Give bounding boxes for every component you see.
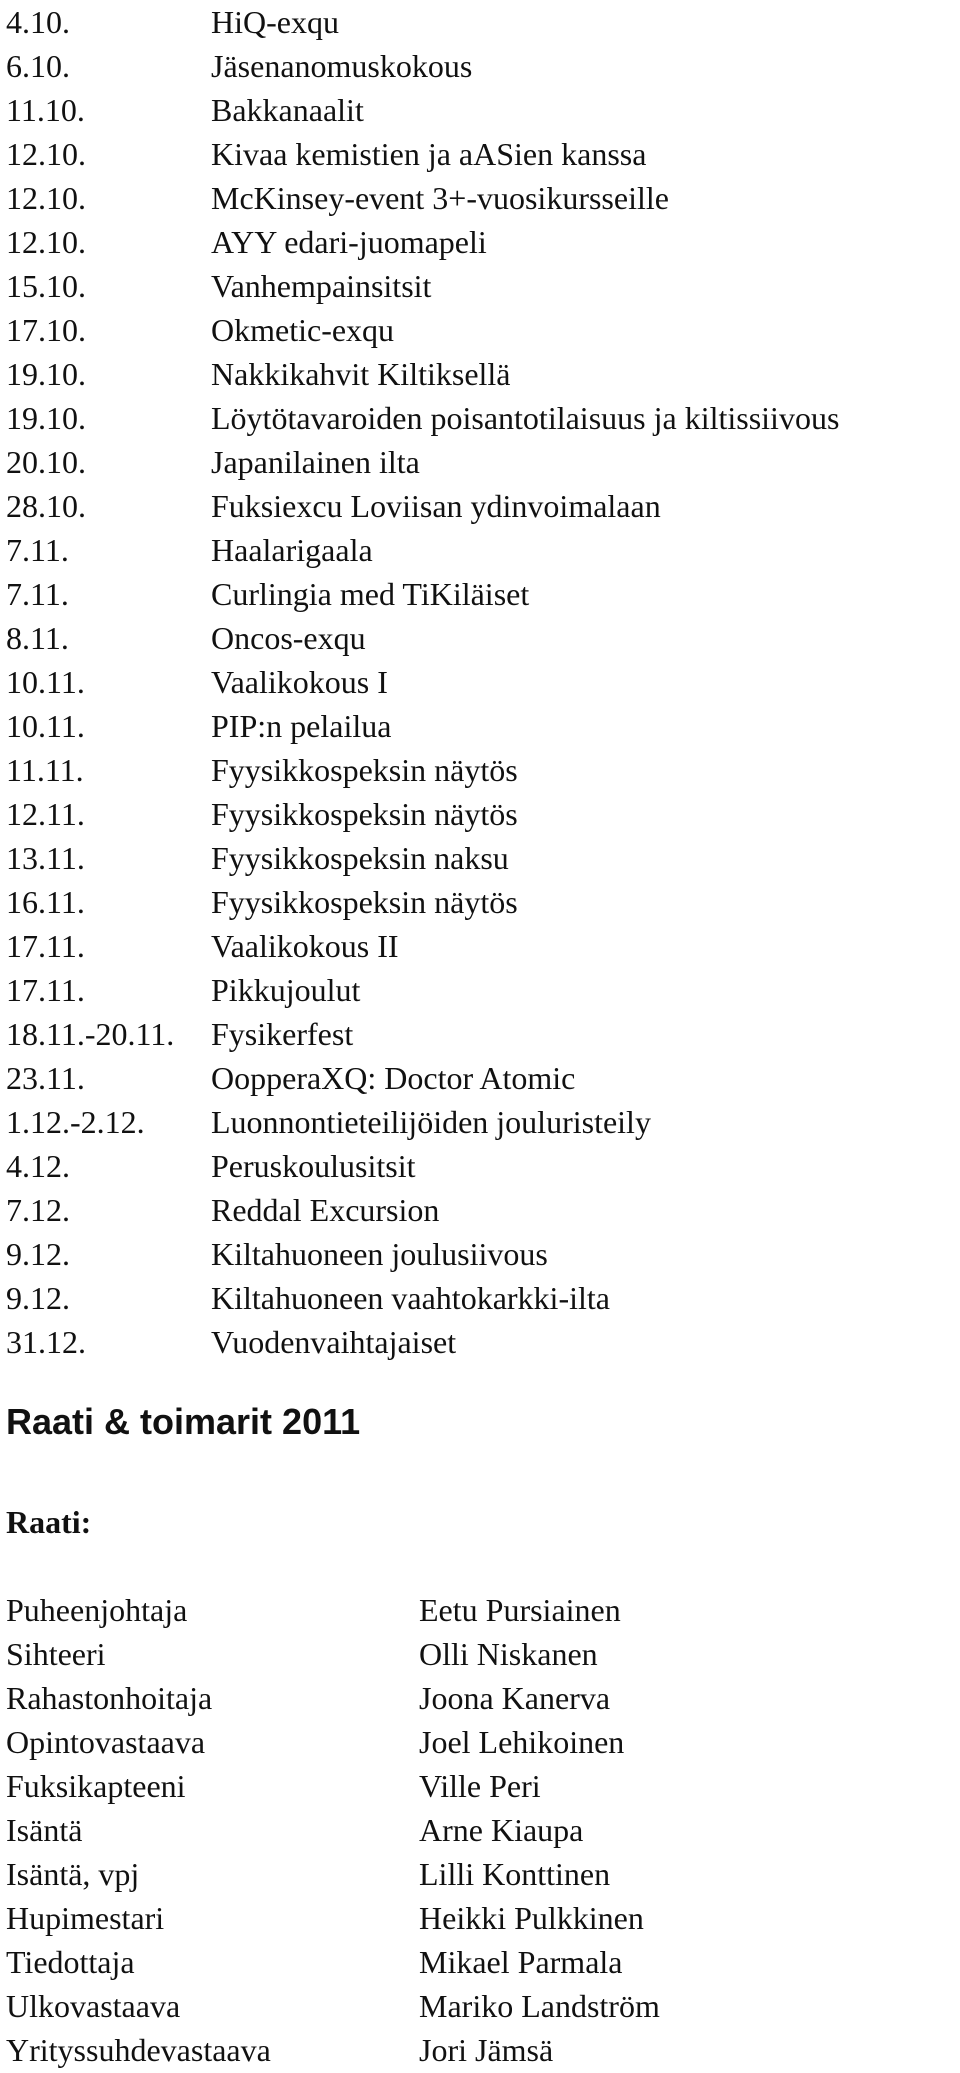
event-name: Fyysikkospeksin näytös [211,884,518,920]
event-date: 15.10. [6,268,86,304]
board-person: Mariko Landström [419,1988,660,2024]
board-role: Opintovastaava [6,1724,206,1760]
event-date: 9.12. [6,1236,70,1272]
event-name: Vanhempainsitsit [211,268,432,304]
event-date: 10.11. [6,708,85,744]
event-date: 4.12. [6,1148,70,1184]
event-date: 17.11. [6,972,85,1008]
board-person: Ville Peri [419,1768,541,1804]
board-person: Lilli Konttinen [419,1856,611,1892]
event-date: 11.10. [6,92,85,128]
event-name: Vaalikokous I [211,664,388,700]
event-name: Nakkikahvit Kiltiksellä [211,356,511,392]
event-name: AYY edari-juomapeli [211,224,487,260]
board-person: Mikael Parmala [419,1944,623,1980]
event-name: Pikkujoulut [211,972,361,1008]
board-person: Arne Kiaupa [419,1812,584,1848]
event-name: Jäsenanomuskokous [211,48,473,84]
event-name: McKinsey-event 3+-vuosikursseille [211,180,669,216]
event-name: Haalarigaala [211,532,373,568]
event-name: Vuodenvaihtajaiset [211,1324,457,1360]
board-role: Rahastonhoitaja [6,1680,213,1716]
event-name: Curlingia med TiKiläiset [211,576,530,612]
board-person: Olli Niskanen [419,1636,598,1672]
board-role: Yrityssuhdevastaava [6,2032,271,2068]
board-role: Hupimestari [6,1900,165,1936]
board-person: Eetu Pursiainen [419,1592,621,1628]
event-name: Löytötavaroiden poisantotilaisuus ja kiltissiivous [211,400,840,436]
event-date: 20.10. [6,444,86,480]
event-name: Oncos-exqu [211,620,366,656]
event-name: Kiltahuoneen joulusiivous [211,1236,548,1272]
board-role: Sihteeri [6,1636,106,1672]
event-date: 13.11. [6,840,85,876]
board-role: Ulkovastaava [6,1988,181,2024]
board-person: Heikki Pulkkinen [419,1900,644,1936]
event-date: 12.10. [6,136,86,172]
event-name: Japanilainen ilta [211,444,420,480]
event-date: 1.12.-2.12. [6,1104,145,1140]
event-date: 17.10. [6,312,86,348]
event-date: 7.11. [6,576,69,612]
event-name: Fyysikkospeksin naksu [211,840,509,876]
board-role: Puheenjohtaja [6,1592,188,1628]
event-date: 16.11. [6,884,85,920]
event-date: 28.10. [6,488,86,524]
event-date: 9.12. [6,1280,70,1316]
event-name: Reddal Excursion [211,1192,440,1228]
board-role: Isäntä, vpj [6,1856,140,1892]
event-date: 19.10. [6,356,86,392]
event-name: Fyysikkospeksin näytös [211,796,518,832]
event-name: OopperaXQ: Doctor Atomic [211,1060,576,1096]
section-title: Raati & toimarit 2011 [6,1401,361,1442]
event-name: Peruskoulusitsit [211,1148,416,1184]
board-person: Joona Kanerva [419,1680,611,1716]
event-name: Kiltahuoneen vaahtokarkki-ilta [211,1280,610,1316]
event-name: Luonnontieteilijöiden jouluristeily [211,1104,651,1140]
board-role: Fuksikapteeni [6,1768,186,1804]
event-name: HiQ-exqu [211,4,339,40]
event-date: 18.11.-20.11. [6,1016,175,1052]
event-date: 12.10. [6,224,86,260]
event-date: 11.11. [6,752,84,788]
event-date: 7.11. [6,532,69,568]
event-date: 4.10. [6,4,70,40]
event-name: Fuksiexcu Loviisan ydinvoimalaan [211,488,661,524]
event-date: 31.12. [6,1324,86,1360]
event-name: Fyysikkospeksin näytös [211,752,518,788]
board-role: Isäntä [6,1812,83,1848]
subsection-title: Raati: [6,1504,92,1540]
board-person: Jori Jämsä [419,2032,554,2068]
event-date: 6.10. [6,48,70,84]
board-role: Tiedottaja [6,1944,135,1980]
event-date: 23.11. [6,1060,85,1096]
event-name: Okmetic-exqu [211,312,395,348]
event-date: 7.12. [6,1192,70,1228]
board-person: Joel Lehikoinen [419,1724,625,1760]
event-name: PIP:n pelailua [211,708,392,744]
event-date: 17.11. [6,928,85,964]
event-date: 19.10. [6,400,86,436]
event-name: Kivaa kemistien ja aASien kanssa [211,136,647,172]
event-date: 12.11. [6,796,85,832]
event-name: Bakkanaalit [211,92,364,128]
event-date: 8.11. [6,620,69,656]
event-name: Fysikerfest [211,1016,354,1052]
event-name: Vaalikokous II [211,928,399,964]
event-date: 12.10. [6,180,86,216]
event-date: 10.11. [6,664,85,700]
